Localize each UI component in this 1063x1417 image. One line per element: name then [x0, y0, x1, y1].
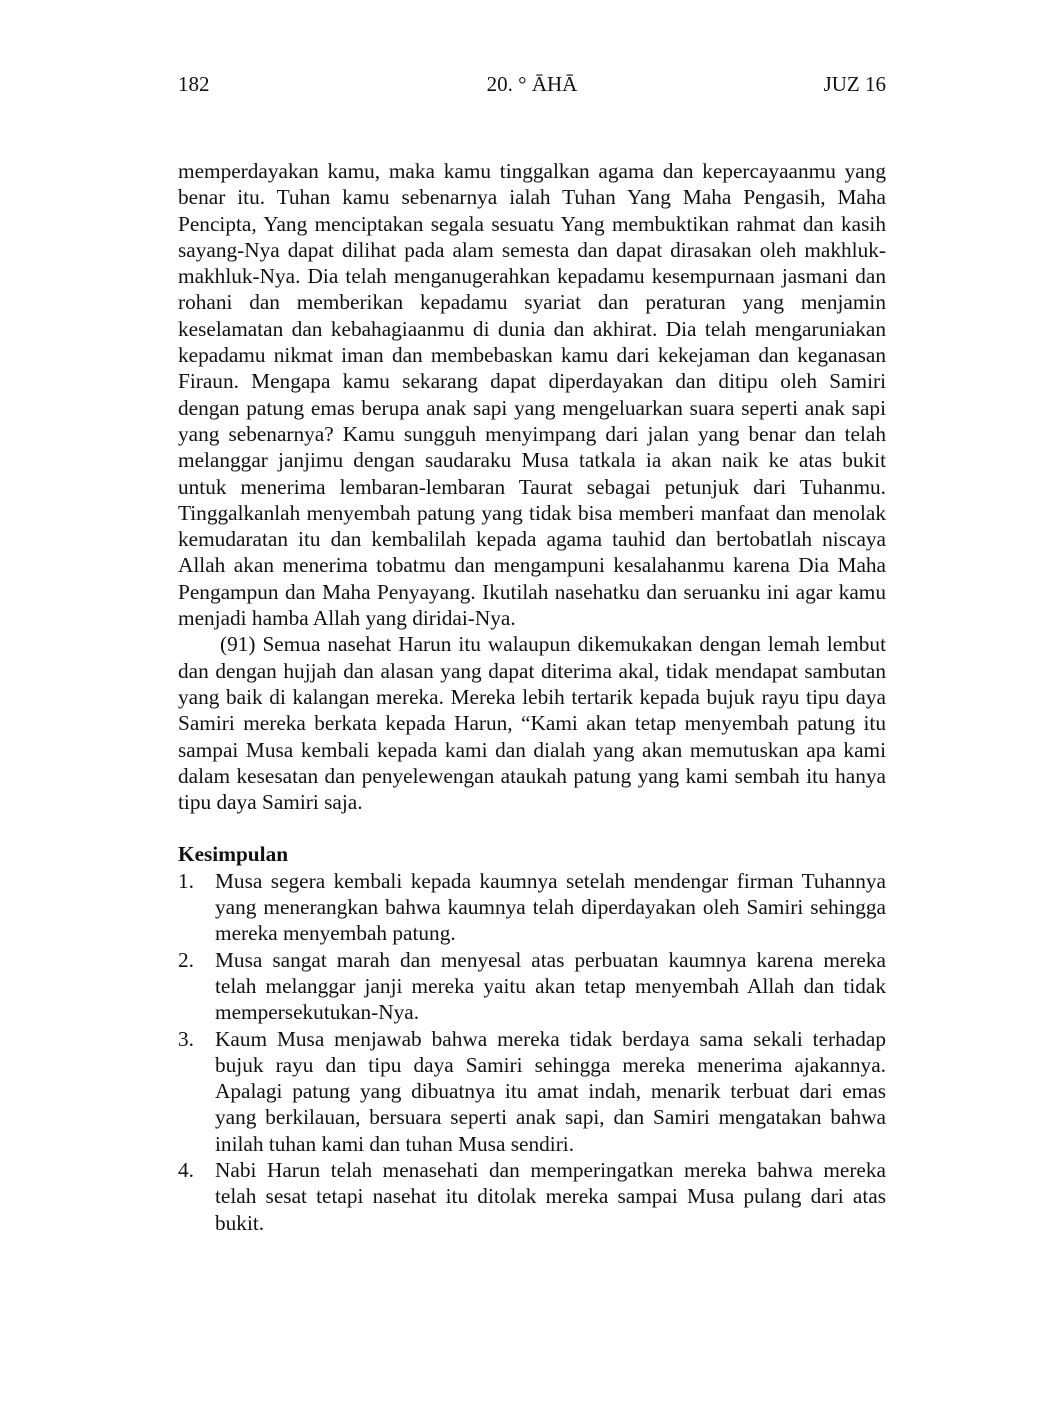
list-item-text: Musa sangat marah dan menyesal atas perbuatan kaumnya karena mereka telah melanggar janji mereka yaitu akan tetap menyembah Allah dan tidak mempersekutukan-Nya.: [215, 947, 886, 1025]
main-text: [178, 158, 886, 1236]
list-item-number: 3.: [178, 1026, 194, 1051]
list-item: [178, 1026, 886, 1157]
list-item: [178, 868, 886, 947]
paragraph-verse-91: (91) Semua nasehat Harun itu walaupun dikemukakan dengan lemah lembut dan dengan hujjah dan alasan yang dapat diterima akal, tidak mendapat sambutan yang baik di kalangan mereka. Mereka lebih tertarik kepada bujuk rayu tipu daya Samiri mereka berkata kepada Harun, “Kami akan tetap menyembah patung itu sampai Musa kembali kepada kami dan dialah yang akan memutuskan apa kami dalam kesesatan dan penyelewengan ataukah patung yang kami sembah itu hanya tipu daya Samiri saja.: [178, 632, 886, 815]
list-item: [178, 1157, 886, 1236]
surah-title: 20. ° ĀHĀ: [486, 72, 578, 96]
running-header: [178, 72, 886, 102]
summary-list: [178, 868, 886, 1236]
list-item-text: Musa segera kembali kepada kaumnya setelah mendengar firman Tuhannya yang menerangkan bahwa kaumnya telah diperdayakan oleh Samiri sehingga mereka menyembah patung.: [215, 868, 886, 946]
list-item: [178, 947, 886, 1026]
list-item-text: Kaum Musa menjawab bahwa mereka tidak berdaya sama sekali terhadap bujuk rayu dan tipu daya Samiri sehingga mereka menerima ajakannya. Apalagi patung yang dibuatnya itu amat indah, menarik terbuat dari emas yang berkilauan, bersuara seperti anak sapi, dan Samiri mengatakan bahwa inilah tuhan kami dan tuhan Musa sendiri.: [215, 1026, 886, 1156]
list-item-number: 4.: [178, 1157, 194, 1182]
summary-heading: Kesimpulan: [178, 842, 289, 867]
page-number: 182: [178, 72, 210, 96]
list-item-number: 2.: [178, 947, 194, 972]
list-item-number: 1.: [178, 868, 194, 893]
list-item-text: Nabi Harun telah menasehati dan memperingatkan mereka bahwa mereka telah sesat tetapi nasehat itu ditolak mereka sampai Musa pulang dari atas bukit.: [215, 1157, 886, 1235]
juz-label: JUZ 16: [823, 72, 886, 96]
paragraph-continuation: memperdayakan kamu, maka kamu tinggalkan agama dan kepercayaanmu yang benar itu. Tuhan kamu sebenarnya ialah Tuhan Yang Maha Pengasih, Maha Pencipta, Yang menciptakan segala sesuatu Yang membuktikan rahmat dan kasih sayang-Nya dapat dilihat pada alam semesta dan dapat dirasakan oleh makhluk-makhluk-Nya. Dia telah menganugerahkan kepadamu kesempurnaan jasmani dan rohani dan memberikan kepadamu syariat dan peraturan yang menjamin keselamatan dan kebahagiaanmu di dunia dan akhirat. Dia telah mengaruniakan kepadamu nikmat iman dan membebaskan kamu dari kekejaman dan keganasan Firaun. Mengapa kamu sekarang dapat diperdayakan dan ditipu oleh Samiri dengan patung emas berupa anak sapi yang mengeluarkan suara seperti anak sapi yang sebenarnya? Kamu sungguh menyimpang dari jalan yang benar dan telah melanggar janjimu dengan saudaraku Musa tatkala ia akan naik ke atas bukit untuk menerima lembaran-lembaran Taurat sebagai petunjuk dari Tuhanmu. Tinggalkanlah menyembah patung yang tidak bisa memberi manfaat dan menolak kemudaratan itu dan kembalilah kepada agama tauhid dan bertobatlah niscaya Allah akan menerima tobatmu dan mengampuni kesalahanmu karena Dia Maha Pengampun dan Maha Penyayang. Ikutilah nasehatku dan seruanku ini agar kamu menjadi hamba Allah yang diridai-Nya.: [178, 159, 886, 631]
